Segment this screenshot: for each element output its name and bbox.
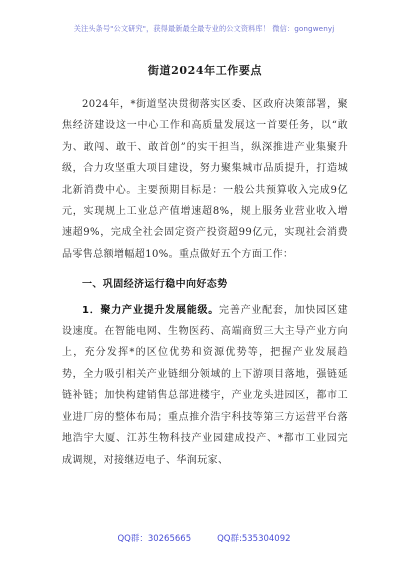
document-body (62, 62, 348, 471)
footer-banner (0, 532, 408, 544)
document-title: 街道2024年工作要点 (147, 64, 263, 77)
item-1-heading: 1．聚力产业提升发展能级。 (82, 304, 220, 316)
promo-banner (0, 0, 408, 44)
qq-group-1: QQ群：30265665 (117, 534, 192, 544)
item-1-paragraph (62, 300, 348, 471)
intro-paragraph: 2024年，*街道坚决贯彻落实区委、区政府决策部署，聚焦经济建设这一中心工作和高质量发展这一首要任务，以“敢为、敢闯、敢干、敢首创”的实干担当，纵深推进产业集聚升级，合力攻坚重大项目建设，努力聚集城市品质提升，打造城北新消费中心。主要预期目标是：一般公共预算收入完成9亿元，实现规上工业总产值增速超8%，规上服务业营业收入增速超9%，完成全社会固定资产投资超99亿元，实现社会消费品零售总额增幅超10%。重点做好五个方面工作： (62, 99, 348, 260)
item-1-body: 完善产业配套，加快园区建设速度。在智能电网、生物医药、高端商贸三大主导产业方向上，充分发挥*的区位优势和资源优势等，把握产业发展趋势，全力吸引相关产业链细分领域的上下游项目落地，强链延链补链；加快构建销售总部进楼宇，产业龙头进园区，都市工业进厂房的整体布局；重点推介浩宇科技等第三方运营平台落地浩宇大厦、江苏生物科技产业园建成投产、*都市工业园完成调规，对接继迈电子、华润玩家、 (62, 304, 348, 466)
promo-banner-text: 关注头条号"公文研究"，获得最新最全最专业的公文资料库！ 微信：gongwenyj (73, 24, 335, 33)
qq-group-2: QQ群:535304092 (217, 534, 291, 544)
section-heading-1: 一、巩固经济运行稳中向好态势 (82, 279, 228, 291)
